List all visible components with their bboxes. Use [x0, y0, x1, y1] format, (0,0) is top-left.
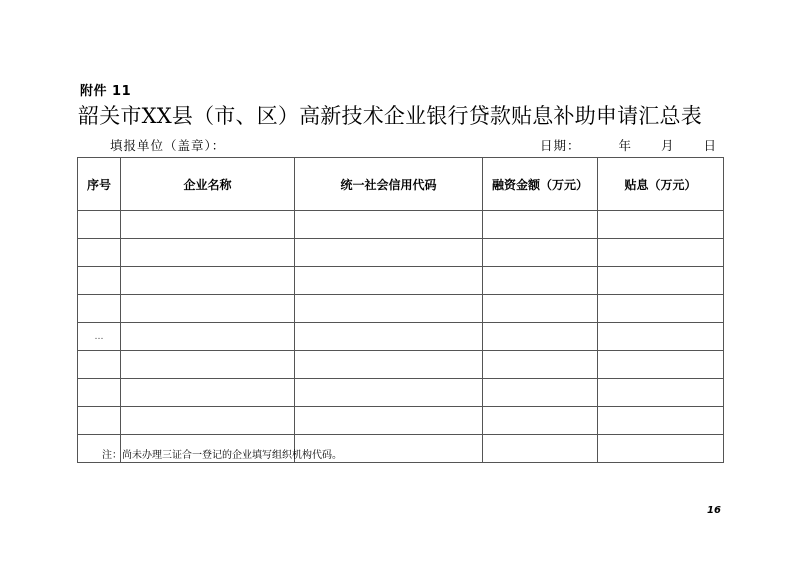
cell-credit-code — [295, 239, 483, 267]
header-subsidy: 贴息（万元） — [598, 158, 724, 211]
cell-amount — [483, 211, 598, 239]
cell-company — [121, 239, 295, 267]
cell-subsidy — [598, 295, 724, 323]
date-day-label: 日 — [703, 138, 717, 153]
filler-unit-label: 填报单位（盖章）： — [110, 138, 226, 153]
cell-company — [121, 407, 295, 435]
table-row — [78, 407, 724, 435]
cell-amount — [483, 379, 598, 407]
cell-serial — [78, 295, 121, 323]
cell-amount — [483, 407, 598, 435]
cell-amount — [483, 239, 598, 267]
cell-company — [121, 379, 295, 407]
header-financing-amount: 融资金额（万元） — [483, 158, 598, 211]
cell-serial — [78, 267, 121, 295]
cell-serial-ellipsis: … — [78, 323, 121, 351]
cell-subsidy — [598, 407, 724, 435]
cell-credit-code — [295, 295, 483, 323]
date-month-label: 月 — [661, 138, 674, 153]
cell-serial — [78, 211, 121, 239]
cell-amount — [483, 351, 598, 379]
cell-credit-code — [295, 211, 483, 239]
table-header-row — [78, 158, 724, 211]
cell-amount — [483, 267, 598, 295]
cell-serial — [78, 351, 121, 379]
page-title: 韶关市XX县（市、区）高新技术企业银行贷款贴息补助申请汇总表 — [78, 104, 702, 128]
cell-subsidy — [598, 351, 724, 379]
cell-subsidy — [598, 267, 724, 295]
table-row — [78, 211, 724, 239]
cell-subsidy — [598, 435, 724, 463]
cell-company — [121, 323, 295, 351]
table-row — [78, 351, 724, 379]
footnote: 注：尚未办理三证合一登记的企业填写组织机构代码。 — [102, 450, 342, 461]
attachment-label: 附件 11 — [80, 84, 132, 99]
header-credit-code: 统一社会信用代码 — [295, 158, 483, 211]
cell-amount — [483, 435, 598, 463]
cell-credit-code — [295, 323, 483, 351]
cell-amount — [483, 295, 598, 323]
table-row — [78, 379, 724, 407]
cell-company — [121, 211, 295, 239]
cell-serial — [78, 407, 121, 435]
cell-credit-code — [295, 379, 483, 407]
cell-subsidy — [598, 323, 724, 351]
date-label: 日期： — [540, 138, 581, 153]
date-line — [540, 136, 716, 154]
page-number: 16 — [707, 505, 721, 516]
cell-subsidy — [598, 379, 724, 407]
cell-serial — [78, 379, 121, 407]
table-row — [78, 239, 724, 267]
cell-credit-code — [295, 407, 483, 435]
cell-subsidy — [598, 239, 724, 267]
table-row — [78, 295, 724, 323]
date-year-label: 年 — [618, 138, 632, 153]
header-serial-number: 序号 — [78, 158, 121, 211]
cell-company — [121, 295, 295, 323]
cell-credit-code — [295, 267, 483, 295]
cell-company — [121, 267, 295, 295]
cell-amount — [483, 323, 598, 351]
table-row — [78, 323, 724, 351]
cell-company — [121, 351, 295, 379]
header-company-name: 企业名称 — [121, 158, 295, 211]
cell-subsidy — [598, 211, 724, 239]
cell-credit-code — [295, 351, 483, 379]
table-row — [78, 267, 724, 295]
cell-serial — [78, 239, 121, 267]
summary-table — [77, 157, 724, 463]
